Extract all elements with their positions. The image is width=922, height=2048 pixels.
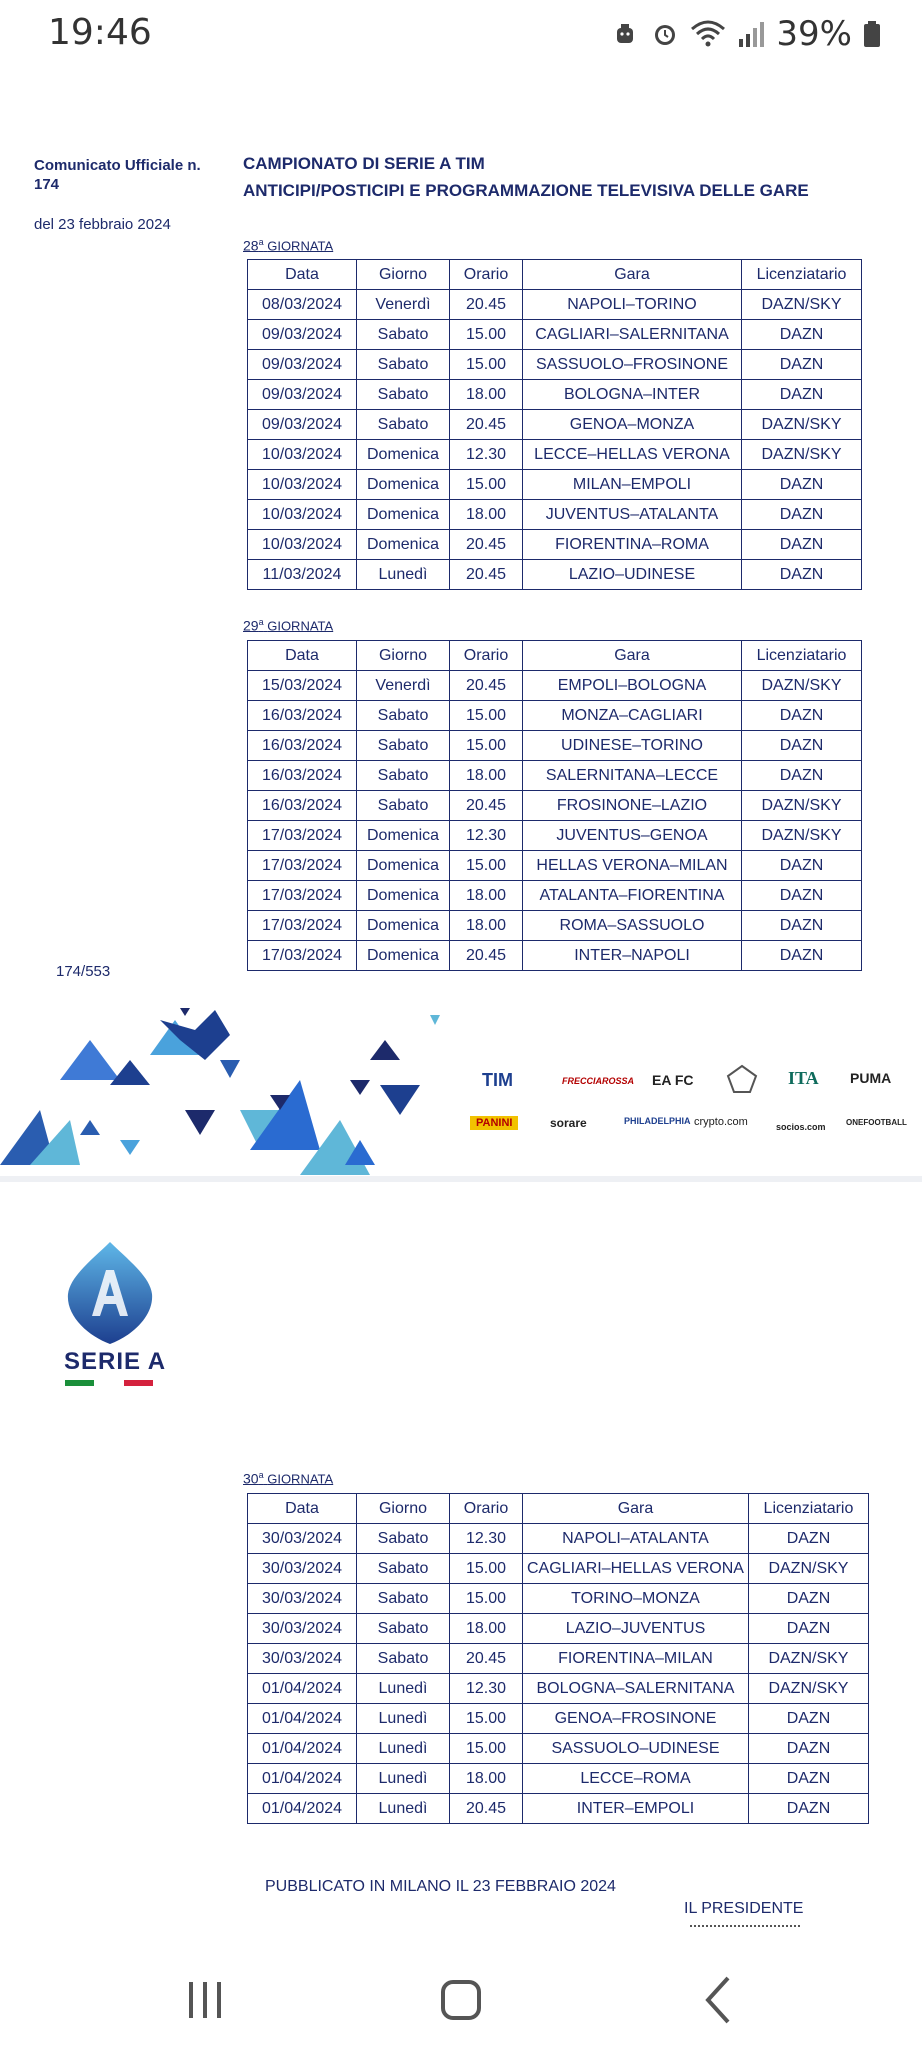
sponsor-onefootball: ONEFOOTBALL — [846, 1118, 907, 1127]
cell-licensee: DAZN — [742, 350, 862, 380]
cell-licensee: DAZN/SKY — [742, 821, 862, 851]
cell-licensee: DAZN — [742, 881, 862, 911]
italy-flag-stripe — [65, 1380, 153, 1386]
cell-date: 01/04/2024 — [248, 1734, 357, 1764]
cell-match: NAPOLI–TORINO — [523, 290, 742, 320]
sponsor-banner — [0, 1000, 922, 1176]
serie-a-logo-icon — [62, 1240, 158, 1346]
cell-day: Lunedì — [357, 1794, 450, 1824]
column-header-match: Gara — [523, 641, 742, 671]
table-row — [248, 1614, 869, 1644]
cell-time: 18.00 — [450, 761, 523, 791]
cell-date: 16/03/2024 — [248, 761, 357, 791]
cell-date: 17/03/2024 — [248, 941, 357, 971]
status-bar — [0, 0, 922, 70]
cell-day: Sabato — [357, 1644, 450, 1674]
table-row — [248, 440, 862, 470]
column-header-licensee: Licenziatario — [748, 1494, 868, 1524]
sponsor-ea: EA FC — [652, 1072, 694, 1088]
table-row — [248, 1734, 869, 1764]
column-header-licensee: Licenziatario — [742, 260, 862, 290]
page-separator — [0, 1176, 922, 1182]
table-row — [248, 941, 862, 971]
cell-day: Sabato — [357, 1524, 450, 1554]
cell-match: FROSINONE–LAZIO — [523, 791, 742, 821]
cell-match: TORINO–MONZA — [523, 1584, 749, 1614]
cell-time: 18.00 — [450, 881, 523, 911]
cell-time: 12.30 — [450, 440, 523, 470]
comunicato-date: del 23 febbraio 2024 — [34, 216, 171, 233]
table-row — [248, 380, 862, 410]
serie-a-logo-text: SERIE A — [64, 1348, 167, 1375]
cell-licensee: DAZN — [742, 911, 862, 941]
signal-icon — [736, 19, 766, 49]
cell-match: HELLAS VERONA–MILAN — [523, 851, 742, 881]
cell-licensee: DAZN — [742, 941, 862, 971]
cell-date: 01/04/2024 — [248, 1794, 357, 1824]
schedule-table-29 — [247, 640, 862, 971]
cell-licensee: DAZN/SKY — [748, 1674, 868, 1704]
cell-date: 30/03/2024 — [248, 1584, 357, 1614]
cell-time: 15.00 — [450, 1554, 523, 1584]
sponsor-panini: PANINI — [470, 1116, 518, 1130]
table-row — [248, 1764, 869, 1794]
column-header-licensee: Licenziatario — [742, 641, 862, 671]
cell-day: Lunedì — [357, 560, 450, 590]
cell-date: 01/04/2024 — [248, 1674, 357, 1704]
cell-match: FIORENTINA–MILAN — [523, 1644, 749, 1674]
cell-time: 15.00 — [450, 1734, 523, 1764]
column-header-day: Giorno — [357, 260, 450, 290]
cell-licensee: DAZN — [748, 1734, 868, 1764]
column-header-match: Gara — [523, 260, 742, 290]
cell-date: 30/03/2024 — [248, 1644, 357, 1674]
cell-day: Domenica — [357, 941, 450, 971]
table-row — [248, 410, 862, 440]
cell-time: 20.45 — [450, 560, 523, 590]
cell-match: INTER–NAPOLI — [523, 941, 742, 971]
cell-licensee: DAZN — [742, 731, 862, 761]
cell-licensee: DAZN — [748, 1524, 868, 1554]
cell-day: Lunedì — [357, 1764, 450, 1794]
sponsor-tim: TIM — [482, 1070, 513, 1090]
column-header-time: Orario — [450, 260, 523, 290]
recent-apps-icon[interactable] — [165, 1960, 245, 2040]
status-icons — [610, 14, 882, 54]
cell-day: Sabato — [357, 410, 450, 440]
column-header-time: Orario — [450, 641, 523, 671]
cell-day: Lunedì — [357, 1734, 450, 1764]
table-row — [248, 470, 862, 500]
cell-time: 20.45 — [450, 1794, 523, 1824]
cell-time: 15.00 — [450, 731, 523, 761]
column-header-day: Giorno — [357, 1494, 450, 1524]
cell-licensee: DAZN — [742, 500, 862, 530]
table-row — [248, 911, 862, 941]
cell-day: Lunedì — [357, 1704, 450, 1734]
sponsor-socios: socios.com — [776, 1122, 826, 1132]
column-header-date: Data — [248, 1494, 357, 1524]
wifi-icon — [690, 19, 726, 49]
sponsor-ita: ITA — [788, 1068, 819, 1088]
column-header-match: Gara — [523, 1494, 749, 1524]
cell-match: JUVENTUS–ATALANTA — [523, 500, 742, 530]
cell-date: 16/03/2024 — [248, 701, 357, 731]
cell-licensee: DAZN — [742, 470, 862, 500]
cell-date: 09/03/2024 — [248, 380, 357, 410]
cell-day: Domenica — [357, 500, 450, 530]
table-header-row — [248, 1494, 869, 1524]
cell-time: 20.45 — [450, 410, 523, 440]
cell-date: 09/03/2024 — [248, 410, 357, 440]
signature-cut — [690, 1922, 810, 1928]
title-line-2: ANTICIPI/POSTICIPI E PROGRAMMAZIONE TELEVISIVA DELLE GARE — [243, 181, 809, 200]
android-icon — [610, 19, 640, 49]
cell-day: Sabato — [357, 791, 450, 821]
cell-licensee: DAZN — [748, 1704, 868, 1734]
president-label: IL PRESIDENTE — [684, 1900, 804, 1917]
schedule-table-28 — [247, 259, 862, 590]
cell-licensee: DAZN — [742, 530, 862, 560]
cell-day: Venerdì — [357, 671, 450, 701]
cell-time: 12.30 — [450, 1674, 523, 1704]
cell-day: Venerdì — [357, 290, 450, 320]
page-number: 174/553 — [56, 963, 111, 980]
cell-date: 17/03/2024 — [248, 821, 357, 851]
cell-time: 15.00 — [450, 320, 523, 350]
cell-match: CAGLIARI–SALERNITANA — [523, 320, 742, 350]
comunicato-number: Comunicato Ufficiale n. 174 — [34, 157, 201, 193]
table-row — [248, 1524, 869, 1554]
cell-licensee: DAZN/SKY — [742, 290, 862, 320]
table-row — [248, 350, 862, 380]
cell-time: 20.45 — [450, 671, 523, 701]
cell-licensee: DAZN — [742, 701, 862, 731]
cell-match: MONZA–CAGLIARI — [523, 701, 742, 731]
round-29-label: 29$^a$ GIORNATA — [243, 617, 334, 634]
cell-day: Sabato — [357, 1554, 450, 1584]
cell-match: JUVENTUS–GENOA — [523, 821, 742, 851]
cell-time: 15.00 — [450, 470, 523, 500]
schedule-table-30 — [247, 1493, 869, 1824]
table-row — [248, 1584, 869, 1614]
cell-time: 15.00 — [450, 851, 523, 881]
cell-date: 15/03/2024 — [248, 671, 357, 701]
cell-date: 11/03/2024 — [248, 560, 357, 590]
cell-date: 10/03/2024 — [248, 530, 357, 560]
sponsor-puma: PUMA — [850, 1070, 892, 1086]
cell-day: Sabato — [357, 350, 450, 380]
table-row — [248, 851, 862, 881]
cell-match: CAGLIARI–HELLAS VERONA — [523, 1554, 749, 1584]
cell-day: Sabato — [357, 380, 450, 410]
published-note: PUBBLICATO IN MILANO IL 23 FEBBRAIO 2024 — [265, 1878, 616, 1895]
table-row — [248, 290, 862, 320]
cell-time: 20.45 — [450, 530, 523, 560]
italy-emblem-icon — [722, 1062, 762, 1098]
alarm-icon — [650, 19, 680, 49]
cell-match: BOLOGNA–INTER — [523, 380, 742, 410]
column-header-day: Giorno — [357, 641, 450, 671]
table-row — [248, 1704, 869, 1734]
cell-day: Domenica — [357, 530, 450, 560]
cell-licensee: DAZN — [748, 1614, 868, 1644]
column-header-date: Data — [248, 260, 357, 290]
table-row — [248, 1794, 869, 1824]
cell-day: Sabato — [357, 701, 450, 731]
cell-licensee: DAZN — [748, 1584, 868, 1614]
cell-day: Domenica — [357, 911, 450, 941]
cell-match: FIORENTINA–ROMA — [523, 530, 742, 560]
cell-day: Sabato — [357, 1614, 450, 1644]
table-row — [248, 1644, 869, 1674]
table-row — [248, 881, 862, 911]
cell-time: 15.00 — [450, 1704, 523, 1734]
table-header-row — [248, 260, 862, 290]
cell-date: 16/03/2024 — [248, 791, 357, 821]
cell-date: 10/03/2024 — [248, 470, 357, 500]
cell-match: MILAN–EMPOLI — [523, 470, 742, 500]
table-row — [248, 560, 862, 590]
cell-licensee: DAZN/SKY — [748, 1554, 868, 1584]
cell-licensee: DAZN/SKY — [742, 791, 862, 821]
cell-day: Sabato — [357, 731, 450, 761]
cell-time: 18.00 — [450, 1614, 523, 1644]
cell-date: 16/03/2024 — [248, 731, 357, 761]
column-header-date: Data — [248, 641, 357, 671]
cell-match: ATALANTA–FIORENTINA — [523, 881, 742, 911]
navigation-bar — [0, 1940, 922, 2048]
cell-match: SASSUOLO–UDINESE — [523, 1734, 749, 1764]
cell-match: ROMA–SASSUOLO — [523, 911, 742, 941]
cell-match: LECCE–ROMA — [523, 1764, 749, 1794]
cell-time: 18.00 — [450, 911, 523, 941]
cell-time: 12.30 — [450, 821, 523, 851]
cell-time: 15.00 — [450, 1584, 523, 1614]
cell-match: INTER–EMPOLI — [523, 1794, 749, 1824]
triangle-pattern — [0, 1000, 460, 1176]
cell-date: 10/03/2024 — [248, 440, 357, 470]
cell-time: 18.00 — [450, 500, 523, 530]
cell-date: 10/03/2024 — [248, 500, 357, 530]
cell-licensee: DAZN/SKY — [742, 671, 862, 701]
cell-time: 15.00 — [450, 701, 523, 731]
round-28-label: 28$^a$ GIORNATA — [243, 237, 334, 254]
cell-date: 30/03/2024 — [248, 1524, 357, 1554]
cell-day: Sabato — [357, 320, 450, 350]
cell-match: SALERNITANA–LECCE — [523, 761, 742, 791]
table-row — [248, 731, 862, 761]
cell-licensee: DAZN — [742, 320, 862, 350]
cell-day: Domenica — [357, 821, 450, 851]
table-row — [248, 530, 862, 560]
table-header-row — [248, 641, 862, 671]
cell-day: Sabato — [357, 761, 450, 791]
cell-day: Domenica — [357, 881, 450, 911]
cell-match: LECCE–HELLAS VERONA — [523, 440, 742, 470]
sponsor-philadelphia: PHILADELPHIA — [624, 1116, 691, 1126]
cell-time: 18.00 — [450, 380, 523, 410]
cell-match: LAZIO–JUVENTUS — [523, 1614, 749, 1644]
cell-match: EMPOLI–BOLOGNA — [523, 671, 742, 701]
title-line-1: CAMPIONATO DI SERIE A TIM — [243, 154, 485, 173]
cell-time: 18.00 — [450, 1764, 523, 1794]
cell-date: 17/03/2024 — [248, 911, 357, 941]
cell-licensee: DAZN — [742, 851, 862, 881]
table-row — [248, 671, 862, 701]
cell-day: Domenica — [357, 851, 450, 881]
cell-licensee: DAZN/SKY — [742, 410, 862, 440]
cell-date: 09/03/2024 — [248, 350, 357, 380]
table-row — [248, 821, 862, 851]
cell-licensee: DAZN — [748, 1764, 868, 1794]
cell-time: 20.45 — [450, 941, 523, 971]
cell-match: GENOA–MONZA — [523, 410, 742, 440]
cell-day: Domenica — [357, 440, 450, 470]
cell-match: NAPOLI–ATALANTA — [523, 1524, 749, 1554]
cell-date: 17/03/2024 — [248, 851, 357, 881]
home-icon[interactable] — [421, 1960, 501, 2040]
back-icon[interactable] — [680, 1960, 760, 2040]
cell-licensee: DAZN/SKY — [742, 440, 862, 470]
cell-match: GENOA–FROSINONE — [523, 1704, 749, 1734]
cell-time: 15.00 — [450, 350, 523, 380]
cell-licensee: DAZN — [742, 560, 862, 590]
cell-match: LAZIO–UDINESE — [523, 560, 742, 590]
cell-time: 20.45 — [450, 1644, 523, 1674]
cell-match: SASSUOLO–FROSINONE — [523, 350, 742, 380]
table-row — [248, 791, 862, 821]
table-row — [248, 761, 862, 791]
cell-date: 08/03/2024 — [248, 290, 357, 320]
table-row — [248, 320, 862, 350]
cell-licensee: DAZN — [742, 761, 862, 791]
table-row — [248, 1554, 869, 1584]
cell-date: 01/04/2024 — [248, 1764, 357, 1794]
cell-day: Domenica — [357, 470, 450, 500]
cell-match: BOLOGNA–SALERNITANA — [523, 1674, 749, 1704]
cell-time: 12.30 — [450, 1524, 523, 1554]
sponsor-crypto: crypto.com — [694, 1116, 748, 1128]
battery-percent: 39% — [776, 14, 852, 54]
column-header-time: Orario — [450, 1494, 523, 1524]
table-row — [248, 1674, 869, 1704]
cell-licensee: DAZN — [748, 1794, 868, 1824]
battery-icon — [862, 19, 882, 49]
cell-date: 30/03/2024 — [248, 1554, 357, 1584]
cell-day: Sabato — [357, 1584, 450, 1614]
cell-date: 09/03/2024 — [248, 320, 357, 350]
cell-match: UDINESE–TORINO — [523, 731, 742, 761]
round-30-label: 30$^a$ GIORNATA — [243, 1470, 334, 1487]
cell-licensee: DAZN/SKY — [748, 1644, 868, 1674]
cell-time: 20.45 — [450, 290, 523, 320]
document-title — [243, 150, 809, 204]
cell-date: 17/03/2024 — [248, 881, 357, 911]
sponsor-sorare: sorare — [550, 1116, 587, 1130]
sponsor-frecciarossa: FRECCIAROSSA — [562, 1076, 635, 1086]
cell-date: 01/04/2024 — [248, 1704, 357, 1734]
cell-licensee: DAZN — [742, 380, 862, 410]
table-row — [248, 500, 862, 530]
table-row — [248, 701, 862, 731]
cell-date: 30/03/2024 — [248, 1614, 357, 1644]
cell-time: 20.45 — [450, 791, 523, 821]
cell-day: Lunedì — [357, 1674, 450, 1704]
status-time: 19:46 — [48, 12, 152, 53]
